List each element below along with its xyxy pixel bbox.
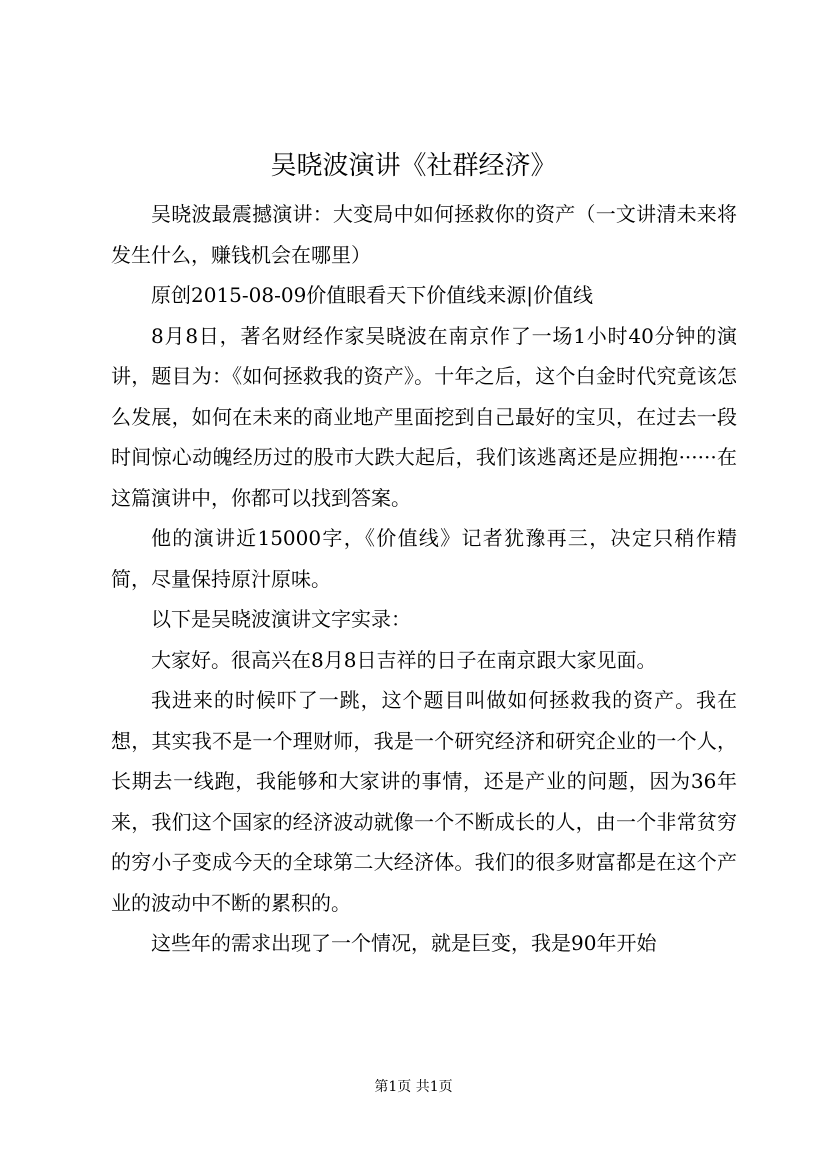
- paragraph: 大家好。很高兴在8月8日吉祥的日子在南京跟大家见面。: [151, 647, 657, 672]
- paragraph: 以下是吴晓波演讲文字实录：: [151, 607, 411, 631]
- page-title: 吴晓波演讲《社群经济》: [270, 151, 557, 181]
- paragraph: 吴晓波最震撼演讲：大变局中如何拯救你的资产（一文讲清未来将发生什么，赚钱机会在哪里）: [111, 202, 737, 267]
- paragraph: 他的演讲近15000字，《价值线》记者犹豫再三，决定只稍作精简，尽量保持原汁原味。: [111, 526, 737, 591]
- page-footer: 第1页 共1页: [374, 1079, 453, 1095]
- paragraph: 原创2015-08-09价值眼看天下价值线来源|价值线: [151, 283, 594, 307]
- paragraph: 我进来的时候吓了一跳，这个题目叫做如何拯救我的资产。我在想，其实我不是一个理财师，我是一个研究经济和研究企业的一个人，长期去一线跑，我能够和大家讲的事情，还是产业的问题，因为36年来，我们这个国家的经济波动就像一个不断成长的人，由一个非常贫穷的穷小子变成今天的全球第二大经济体。我们的很多财富都是在这个产业的波动中不断的累积的。: [111, 688, 737, 915]
- paragraph: 这些年的需求出现了一个情况，就是巨变，我是90年开始: [151, 931, 657, 955]
- paragraph: 8月8日，著名财经作家吴晓波在南京作了一场1小时40分钟的演讲，题目为：《如何拯救我的资产》。十年之后，这个白金时代究竟该怎么发展，如何在未来的商业地产里面挖到自己最好的宝贝，在过去一段时间惊心动魄经历过的股市大跌大起后，我们该逃离还是应拥抱······在这篇演讲中，你都可以找到答案。: [111, 323, 737, 510]
- document-body: [111, 194, 737, 964]
